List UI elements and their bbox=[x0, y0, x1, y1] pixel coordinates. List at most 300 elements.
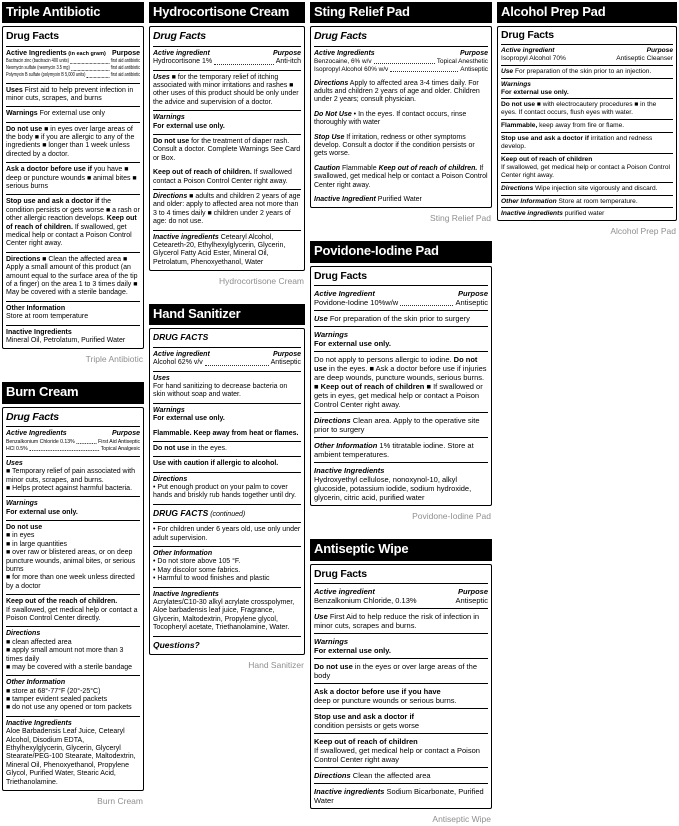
label-row bbox=[6, 198, 140, 248]
label-section bbox=[6, 426, 140, 456]
label-section bbox=[153, 403, 301, 427]
label-row bbox=[6, 166, 140, 191]
text-run: Active ingredient bbox=[501, 46, 555, 54]
text-run: Inactive Ingredients bbox=[6, 719, 72, 727]
label-row bbox=[314, 289, 488, 298]
text-run: Purpose bbox=[111, 430, 140, 438]
text-run: For hand sanitizing to decrease bacteria on skin without soap and water. bbox=[153, 382, 288, 399]
label-section bbox=[6, 675, 140, 716]
text-run: ■ If swallowed or gets in eyes, get medical help or contact a Poison Control Center right away. bbox=[314, 382, 483, 410]
text-run: Uses bbox=[153, 374, 170, 382]
text-run: First Aid Antiseptic bbox=[98, 438, 141, 445]
label-section bbox=[314, 462, 488, 505]
label-section bbox=[314, 351, 488, 412]
label-section bbox=[153, 587, 301, 636]
label-section bbox=[153, 230, 301, 271]
text-run: Uses bbox=[6, 86, 23, 94]
text-run: Use bbox=[314, 612, 328, 622]
text-run: Uses bbox=[6, 459, 23, 467]
row-right bbox=[271, 359, 301, 367]
label-row bbox=[153, 332, 301, 343]
label-row bbox=[314, 771, 488, 780]
label-row bbox=[314, 314, 488, 323]
row-right bbox=[460, 66, 488, 74]
text-run: Do not apply to persons allergic to iodine. bbox=[314, 355, 454, 365]
dot-leader bbox=[71, 70, 109, 71]
row-left bbox=[6, 72, 85, 79]
text-run: Inactive ingredients bbox=[501, 210, 563, 218]
dot-leader bbox=[70, 63, 109, 64]
label-section bbox=[314, 310, 488, 326]
label-row bbox=[314, 30, 488, 43]
label-row bbox=[6, 313, 140, 321]
text-run: Flammable, bbox=[501, 122, 538, 130]
dot-leader bbox=[205, 365, 269, 366]
label-section bbox=[501, 44, 673, 65]
label-row bbox=[501, 210, 673, 218]
text-run: ■ adults and children 2 years of age and older: apply to affected area not more than 3 to 4 times daily ■ children under 2 years of age: do not use. bbox=[153, 192, 301, 226]
label-row bbox=[314, 270, 488, 283]
panel-title: Triple Antibiotic bbox=[2, 2, 144, 23]
label-row bbox=[314, 712, 488, 721]
panel-caption: Alcohol Prep Pad bbox=[610, 226, 676, 237]
text-run: Purpose bbox=[111, 49, 140, 57]
label-row bbox=[6, 305, 140, 313]
label-row bbox=[153, 484, 301, 501]
text-run: Keep out of reach of children. bbox=[378, 164, 478, 172]
text-run: ■ for more than one week unless directed by a doctor bbox=[6, 574, 135, 590]
text-run: Drug Facts bbox=[153, 30, 206, 43]
text-run: Keep out of the reach of children. bbox=[6, 598, 118, 606]
row-left bbox=[501, 47, 555, 55]
label-row bbox=[153, 591, 301, 599]
dot-leader bbox=[214, 64, 274, 65]
dot-leader bbox=[374, 63, 435, 64]
text-run: Isopropyl Alcohol 60% w/v bbox=[314, 65, 389, 73]
row-right bbox=[273, 351, 301, 359]
text-run: ■ do not use any opened or torn packets bbox=[6, 704, 132, 712]
label-row bbox=[501, 89, 673, 97]
text-run: Store at room temperature bbox=[6, 313, 89, 321]
label-row bbox=[153, 640, 301, 651]
label-row bbox=[6, 647, 140, 664]
text-run: If swallowed, get medical help or contact a Poison Control Center right away. bbox=[314, 164, 488, 189]
text-run: ■ for the temporary relief of itching associated with minor irritations and rashes ■ other uses of this product should be only under the advice and supervision of a doctor. bbox=[153, 73, 299, 106]
text-run: Purpose bbox=[457, 289, 488, 299]
text-run: Warnings bbox=[153, 406, 185, 414]
text-run: Directions bbox=[314, 79, 349, 87]
text-run: For external use only. bbox=[153, 122, 225, 130]
row-right bbox=[112, 430, 140, 438]
row-right bbox=[111, 58, 140, 65]
row-left bbox=[314, 587, 375, 596]
text-run: Store at room temperature. bbox=[556, 197, 638, 205]
label-row bbox=[501, 198, 673, 206]
row-left bbox=[314, 298, 398, 307]
label-row bbox=[153, 375, 301, 383]
label-row bbox=[314, 475, 488, 502]
label-section bbox=[314, 708, 488, 733]
panel-caption: Triple Antibiotic bbox=[85, 354, 143, 365]
text-run: Directions bbox=[6, 630, 41, 638]
label-row bbox=[314, 441, 488, 459]
label-panel-alcohol-prep-pad bbox=[497, 2, 677, 236]
label-section bbox=[153, 329, 301, 346]
label-row bbox=[153, 193, 301, 227]
text-run: Keep out of reach of children. bbox=[6, 215, 137, 231]
dot-leader bbox=[400, 305, 453, 306]
label-row bbox=[314, 298, 488, 307]
text-run: Clean area. Apply to the operative site prior to surgery bbox=[314, 416, 480, 435]
text-run: ■ may be covered with a sterile bandage bbox=[6, 663, 133, 671]
text-run: Purpose bbox=[272, 49, 301, 57]
row-left bbox=[6, 430, 67, 438]
label-row bbox=[314, 612, 488, 630]
row-left bbox=[6, 50, 106, 58]
text-run: Uses bbox=[153, 73, 170, 81]
label-row bbox=[501, 68, 673, 76]
label-row bbox=[314, 416, 488, 434]
text-run: 1% titratable iodine. Store at ambient temperatures. bbox=[314, 441, 474, 460]
label-row bbox=[6, 630, 140, 638]
text-run: • In the eyes. If contact occurs, rinse thoroughly with water bbox=[314, 110, 467, 127]
row-left bbox=[501, 55, 566, 63]
text-run: Other Information bbox=[6, 679, 66, 687]
text-run: Warnings bbox=[6, 110, 38, 118]
text-run: Hydroxyethyl cellulose, nonoxynol-10, alkyl glucoside, potassium iodide, sodium hydroxide, glycerin, citric acid, purified water bbox=[314, 475, 472, 503]
text-run: the condition persists or gets worse ■ a rash or other allergic reaction develops. bbox=[6, 198, 140, 223]
text-run: Stop use and ask a doctor if bbox=[6, 198, 100, 206]
row-right bbox=[458, 587, 488, 596]
text-run: • Put enough product on your palm to cover hands and briskly rub hands together until dry. bbox=[153, 484, 297, 500]
label-row bbox=[153, 599, 301, 633]
panel-title: Burn Cream bbox=[2, 382, 144, 403]
label-row bbox=[314, 746, 488, 764]
label-row bbox=[314, 196, 488, 204]
text-run: First Aid to help reduce the risk of infection in minor cuts, scrapes and burns. bbox=[314, 612, 480, 631]
text-run: Caution bbox=[314, 164, 341, 172]
text-run: Benzalkonium Chloride, 0.13% bbox=[314, 596, 417, 606]
label-section bbox=[153, 110, 301, 134]
text-run: Directions bbox=[153, 192, 188, 200]
label-row bbox=[314, 50, 488, 58]
label-section bbox=[153, 636, 301, 654]
row-right bbox=[455, 596, 488, 605]
text-run: Keep out of reach of children bbox=[314, 737, 418, 747]
text-run: If swallowed, get medical help or contact a Poison Control Center directly. bbox=[6, 606, 138, 622]
text-run: ■ Temporary relief of pain associated with minor cuts, scrapes, and burns. bbox=[6, 468, 135, 484]
label-row bbox=[153, 508, 301, 519]
label-section bbox=[6, 194, 140, 251]
label-row bbox=[501, 55, 673, 63]
label-section bbox=[6, 325, 140, 349]
row-right bbox=[276, 58, 301, 66]
label-row bbox=[314, 80, 488, 105]
label-row bbox=[153, 359, 301, 367]
label-row bbox=[6, 607, 140, 624]
text-run: Mineral Oil, Petrolatum, Purified Water bbox=[6, 336, 126, 344]
row-left bbox=[153, 58, 212, 66]
text-run: Warnings bbox=[314, 330, 349, 340]
label-row bbox=[501, 135, 673, 151]
label-row bbox=[501, 101, 673, 117]
text-run: Do not use bbox=[6, 524, 43, 532]
label-row bbox=[314, 737, 488, 746]
label-row bbox=[314, 111, 488, 128]
label-row bbox=[6, 58, 140, 65]
label-row bbox=[314, 466, 488, 475]
text-run: Benzocaine, 6% w/v bbox=[314, 58, 372, 66]
column-1 bbox=[2, 2, 144, 806]
text-run: Inactive Ingredients bbox=[6, 328, 72, 336]
label-row bbox=[153, 460, 301, 468]
column-2 bbox=[149, 2, 305, 670]
text-run: Hydrocortisone 1% bbox=[153, 58, 213, 66]
label-row bbox=[6, 50, 140, 58]
label-row bbox=[153, 476, 301, 484]
label-section bbox=[314, 608, 488, 633]
text-run: Antiseptic bbox=[460, 65, 488, 73]
text-run: Stop Use bbox=[314, 133, 345, 141]
text-run: in the eyes. ■ Ask a doctor before use if injuries are deep wounds, puncture wounds, serious burns. ■ bbox=[314, 364, 487, 392]
text-run: Anti-itch bbox=[275, 58, 301, 66]
label-section bbox=[6, 456, 140, 497]
text-run: Benzalkonium Chloride 0.13% bbox=[6, 438, 75, 445]
label-section bbox=[314, 437, 488, 462]
text-run: HCl 0.5% bbox=[6, 445, 28, 452]
drug-facts-box bbox=[2, 407, 144, 791]
label-row bbox=[153, 567, 301, 575]
text-run: Clean the affected area bbox=[350, 771, 431, 781]
text-run: Directions bbox=[314, 771, 351, 781]
text-run: Povidone-Iodine 10%w/w bbox=[314, 298, 399, 308]
text-run: Do not use bbox=[153, 138, 190, 146]
text-run: Purpose bbox=[272, 350, 301, 358]
text-run: • Harmful to wood finishes and plastic bbox=[153, 575, 270, 583]
dot-leader bbox=[29, 450, 99, 451]
text-run: Wipe injection site vigorously and discard. bbox=[533, 184, 658, 192]
text-run: For external use only. bbox=[6, 508, 78, 516]
text-run: Purpose bbox=[646, 46, 673, 54]
text-run: in the eyes. bbox=[189, 444, 227, 452]
text-run: Sodium Bicarbonate, Purified Water bbox=[314, 787, 484, 806]
text-run: ■ clean affected area bbox=[6, 638, 72, 646]
label-row bbox=[153, 50, 301, 58]
label-row bbox=[153, 123, 301, 131]
label-section bbox=[153, 70, 301, 111]
panel-caption: Hydrocortisone Cream bbox=[218, 276, 304, 287]
label-row bbox=[314, 696, 488, 705]
label-section bbox=[314, 162, 488, 193]
row-left bbox=[314, 66, 388, 74]
panel-caption: Sting Relief Pad bbox=[430, 213, 491, 224]
drug-facts-box bbox=[149, 328, 305, 655]
row-right bbox=[101, 446, 140, 453]
label-panel-povidone-iodine-pad bbox=[310, 241, 492, 521]
text-run: first aid antibiotic bbox=[110, 72, 141, 79]
panel-title: Povidone-Iodine Pad bbox=[310, 241, 492, 262]
text-run: Flammable bbox=[340, 164, 379, 172]
label-row bbox=[153, 558, 301, 566]
label-section bbox=[501, 27, 673, 44]
label-row bbox=[6, 679, 140, 687]
text-run: Purpose bbox=[457, 587, 488, 597]
label-row bbox=[153, 575, 301, 583]
label-row bbox=[6, 704, 140, 712]
label-panel-sting-relief-pad bbox=[310, 2, 492, 223]
text-run: For preparation of the skin prior to surgery bbox=[327, 314, 470, 324]
text-run: irritation and redness develop. bbox=[501, 135, 653, 151]
text-run: Warnings bbox=[153, 114, 185, 122]
text-run: purified water bbox=[562, 210, 605, 218]
label-section bbox=[153, 347, 301, 371]
label-section bbox=[153, 546, 301, 587]
text-run: Purpose bbox=[459, 49, 488, 57]
panel-caption: Hand Sanitizer bbox=[248, 659, 304, 670]
label-panel-triple-antibiotic bbox=[2, 2, 144, 364]
text-run: Aloe Barbadensis Leaf Juice, Cetearyl Alcohol, Disodium EDTA, Ethylhexylglycerin, Glycerin, Glyceryl Stearate/PEG-100 Stearate, Maltodextrin, Mineral Oil, Phenoxyethanol, Propylene Glycol, Purified Water, Stearic Acid, Triethanolamine. bbox=[6, 728, 136, 786]
text-run: you have ■ deep or puncture wounds ■ animal bites ■ serious burns bbox=[6, 166, 137, 191]
text-run: Do not use bbox=[314, 662, 353, 672]
text-run: Other Information bbox=[153, 550, 213, 558]
text-run: If swallowed, get medical help or contact a Poison Control Center right away. bbox=[6, 223, 132, 248]
text-run: For external use only. bbox=[153, 415, 225, 423]
text-run: • May discolor some fabrics. bbox=[153, 566, 241, 574]
label-row bbox=[501, 164, 673, 180]
text-run: If swallowed contact a Poison Control Center right away. bbox=[153, 169, 292, 185]
text-run: Use with caution if allergic to alcohol. bbox=[153, 460, 279, 468]
label-section bbox=[501, 195, 673, 208]
text-run: Warnings bbox=[314, 637, 349, 647]
label-row bbox=[6, 532, 140, 540]
row-left bbox=[314, 596, 417, 605]
label-row bbox=[314, 165, 488, 190]
label-section bbox=[6, 716, 140, 790]
row-left bbox=[314, 50, 375, 58]
text-run: Stop use and ask a doctor if bbox=[314, 712, 415, 722]
row-left bbox=[153, 351, 210, 359]
row-right bbox=[455, 298, 488, 307]
label-section bbox=[314, 27, 488, 46]
text-run: For external use only bbox=[37, 110, 105, 118]
text-run: Directions bbox=[501, 184, 534, 192]
label-section bbox=[153, 371, 301, 403]
label-section bbox=[501, 78, 673, 99]
text-run: ■ apply small amount not more than 3 times daily bbox=[6, 647, 124, 663]
text-run: ■ tamper evident sealed packets bbox=[6, 696, 108, 704]
text-run: Other Information bbox=[501, 197, 557, 205]
text-run: Keep out of reach of children bbox=[501, 155, 593, 163]
text-run: Active Ingredient bbox=[314, 289, 375, 299]
label-section bbox=[6, 408, 140, 427]
row-left bbox=[6, 446, 28, 453]
text-run: Antiseptic bbox=[455, 596, 488, 606]
text-run: ■ in eyes bbox=[6, 532, 35, 540]
panel-title: Hand Sanitizer bbox=[149, 304, 305, 325]
text-run: Drug Facts bbox=[314, 567, 367, 580]
label-row bbox=[6, 688, 140, 696]
dot-leader bbox=[76, 443, 96, 444]
label-section bbox=[6, 496, 140, 520]
label-row bbox=[6, 720, 140, 728]
text-run: Inactive Ingredients bbox=[314, 466, 385, 476]
text-run: deep or puncture wounds or serious burns. bbox=[314, 696, 457, 706]
text-run: ■ over raw or blistered areas, or on deep puncture wounds, animal bites, or serious burns bbox=[6, 549, 136, 574]
label-row bbox=[153, 114, 301, 122]
label-row bbox=[153, 383, 301, 400]
text-run: For external use only. bbox=[314, 339, 391, 349]
text-run: Bacitracin zinc (bacitracin 400 units) bbox=[6, 58, 69, 65]
label-row bbox=[314, 568, 488, 581]
text-run: Directions bbox=[314, 416, 351, 426]
label-section bbox=[153, 427, 301, 441]
text-run: (continued) bbox=[208, 510, 246, 518]
label-section bbox=[153, 166, 301, 189]
text-run: Drug Facts bbox=[314, 269, 367, 282]
label-section bbox=[153, 472, 301, 504]
text-run: in the eyes or over large areas of the body bbox=[314, 662, 477, 681]
text-run: first aid antibiotic bbox=[110, 58, 141, 65]
text-run: Active ingredient bbox=[153, 49, 210, 57]
text-run: ■ in large quantities bbox=[6, 540, 68, 548]
text-run: Topical Analgesic bbox=[100, 445, 141, 452]
label-row bbox=[501, 29, 673, 42]
label-row bbox=[6, 598, 140, 606]
label-section bbox=[314, 583, 488, 608]
text-run: Cetearyl Alcohol, Ceteareth-20, Ethylhexylglycerin, Glycerin, Glycerol Fatty Acid Ester, Mineral Oil, Petrolatum, Phenoxyethanol, Water bbox=[153, 233, 286, 266]
label-row bbox=[153, 58, 301, 66]
row-left bbox=[314, 58, 372, 66]
label-panel-hand-sanitizer bbox=[149, 304, 305, 670]
label-row bbox=[501, 185, 673, 193]
label-section bbox=[6, 301, 140, 325]
drug-facts-box bbox=[2, 26, 144, 349]
label-row bbox=[6, 574, 140, 591]
label-section bbox=[501, 153, 673, 182]
text-run: Warnings bbox=[501, 80, 531, 88]
label-section bbox=[314, 733, 488, 767]
text-run: Keep out of reach of children. bbox=[153, 169, 252, 177]
label-row bbox=[501, 156, 673, 164]
label-section bbox=[314, 77, 488, 108]
label-row bbox=[6, 329, 140, 337]
text-run: Polymyxin B sulfate (polymyxin B 5,000 units) bbox=[6, 72, 86, 79]
label-row bbox=[6, 256, 140, 298]
label-section bbox=[501, 119, 673, 132]
text-run: Use bbox=[501, 67, 514, 75]
label-section bbox=[314, 326, 488, 351]
row-left bbox=[314, 289, 375, 298]
drug-facts-box bbox=[310, 564, 492, 810]
row-right bbox=[458, 289, 488, 298]
label-row bbox=[6, 110, 140, 118]
text-run: Active ingredient bbox=[314, 587, 375, 597]
text-run: condition persists or gets worse bbox=[314, 721, 420, 731]
panel-title: Hydrocortisone Cream bbox=[149, 2, 305, 23]
column-4 bbox=[497, 2, 677, 236]
text-run: Warnings bbox=[6, 500, 38, 508]
label-row bbox=[153, 526, 301, 543]
text-run: If swallowed, get medical help or contact a Poison Control Center right away bbox=[314, 746, 480, 765]
label-section bbox=[153, 134, 301, 166]
text-run: Directions bbox=[153, 475, 188, 483]
label-section bbox=[6, 626, 140, 675]
row-left bbox=[153, 50, 210, 58]
text-run: Antiseptic bbox=[455, 298, 488, 308]
label-row bbox=[314, 134, 488, 159]
label-row bbox=[153, 351, 301, 359]
text-run: Active Ingredients bbox=[6, 430, 67, 438]
